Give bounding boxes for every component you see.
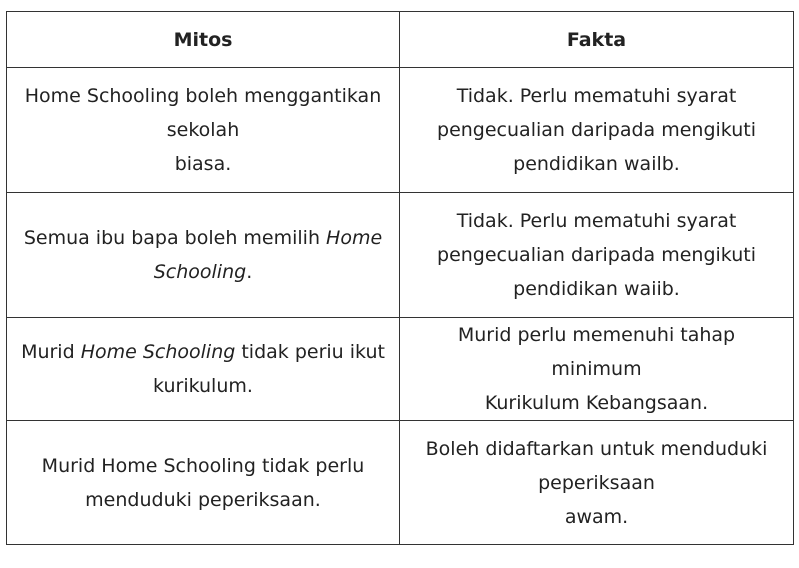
- cell-text-line: biasa.: [174, 153, 232, 175]
- cell-text-line: kurikulum.: [153, 375, 253, 397]
- cell-text-line: sekolah: [166, 119, 240, 141]
- cell-text-line: [21, 221, 385, 255]
- cell-text-line: pengecualian daripada mengikuti: [437, 119, 756, 141]
- cell-text: Murid: [21, 341, 81, 363]
- myth-fact-table: [6, 11, 794, 545]
- cell-text-line: [21, 335, 385, 369]
- cell-text-italic: Home: [326, 227, 383, 249]
- cell-text-line: Murid Home Schooling tidak perlu: [41, 454, 365, 477]
- cell-text-line: pendidikan waiib.: [513, 278, 680, 300]
- mitos-cell: [7, 421, 400, 545]
- table-header-row: [7, 12, 794, 68]
- cell-text-line: Tidak. Perlu mematuhi syarat: [456, 85, 737, 107]
- cell-text-line: Kurikulum Kebangsaan.: [484, 392, 709, 414]
- mitos-cell: [7, 193, 400, 318]
- cell-text: .: [246, 261, 253, 283]
- cell-text-line: pengecualian daripada mengikuti: [437, 244, 756, 266]
- cell-text-line: Home Schooling boleh menggantikan: [24, 85, 382, 107]
- cell-text-line: pendidikan wailb.: [513, 153, 680, 175]
- table-row: [7, 318, 794, 421]
- header-fakta: Fakta: [400, 12, 794, 68]
- cell-text: Semua ibu bapa boleh memilih: [23, 227, 327, 249]
- cell-text-line: peperiksaan: [538, 471, 655, 494]
- mitos-cell: [7, 318, 400, 421]
- fakta-cell: [400, 318, 794, 421]
- cell-text-line: Murid perlu memenuhi tahap minimum: [457, 324, 736, 380]
- cell-text-line: Boleh didaftarkan untuk menduduki: [425, 437, 768, 460]
- header-mitos: Mitos: [7, 12, 400, 68]
- cell-text-line: [21, 255, 385, 289]
- cell-text-line: Tidak. Perlu mematuhi syarat: [456, 210, 737, 232]
- fakta-cell: [400, 68, 794, 193]
- table-row: [7, 193, 794, 318]
- cell-text-line: menduduki peperiksaan.: [85, 488, 321, 511]
- cell-text-italic: Schooling: [153, 261, 247, 283]
- cell-text: tidak periu ikut: [235, 341, 385, 363]
- cell-text-line: awam.: [564, 505, 629, 528]
- table-row: [7, 421, 794, 545]
- cell-text-italic: Home Schooling: [80, 341, 236, 363]
- mitos-cell: [7, 68, 400, 193]
- fakta-cell: [400, 421, 794, 545]
- table-row: [7, 68, 794, 193]
- fakta-cell: [400, 193, 794, 318]
